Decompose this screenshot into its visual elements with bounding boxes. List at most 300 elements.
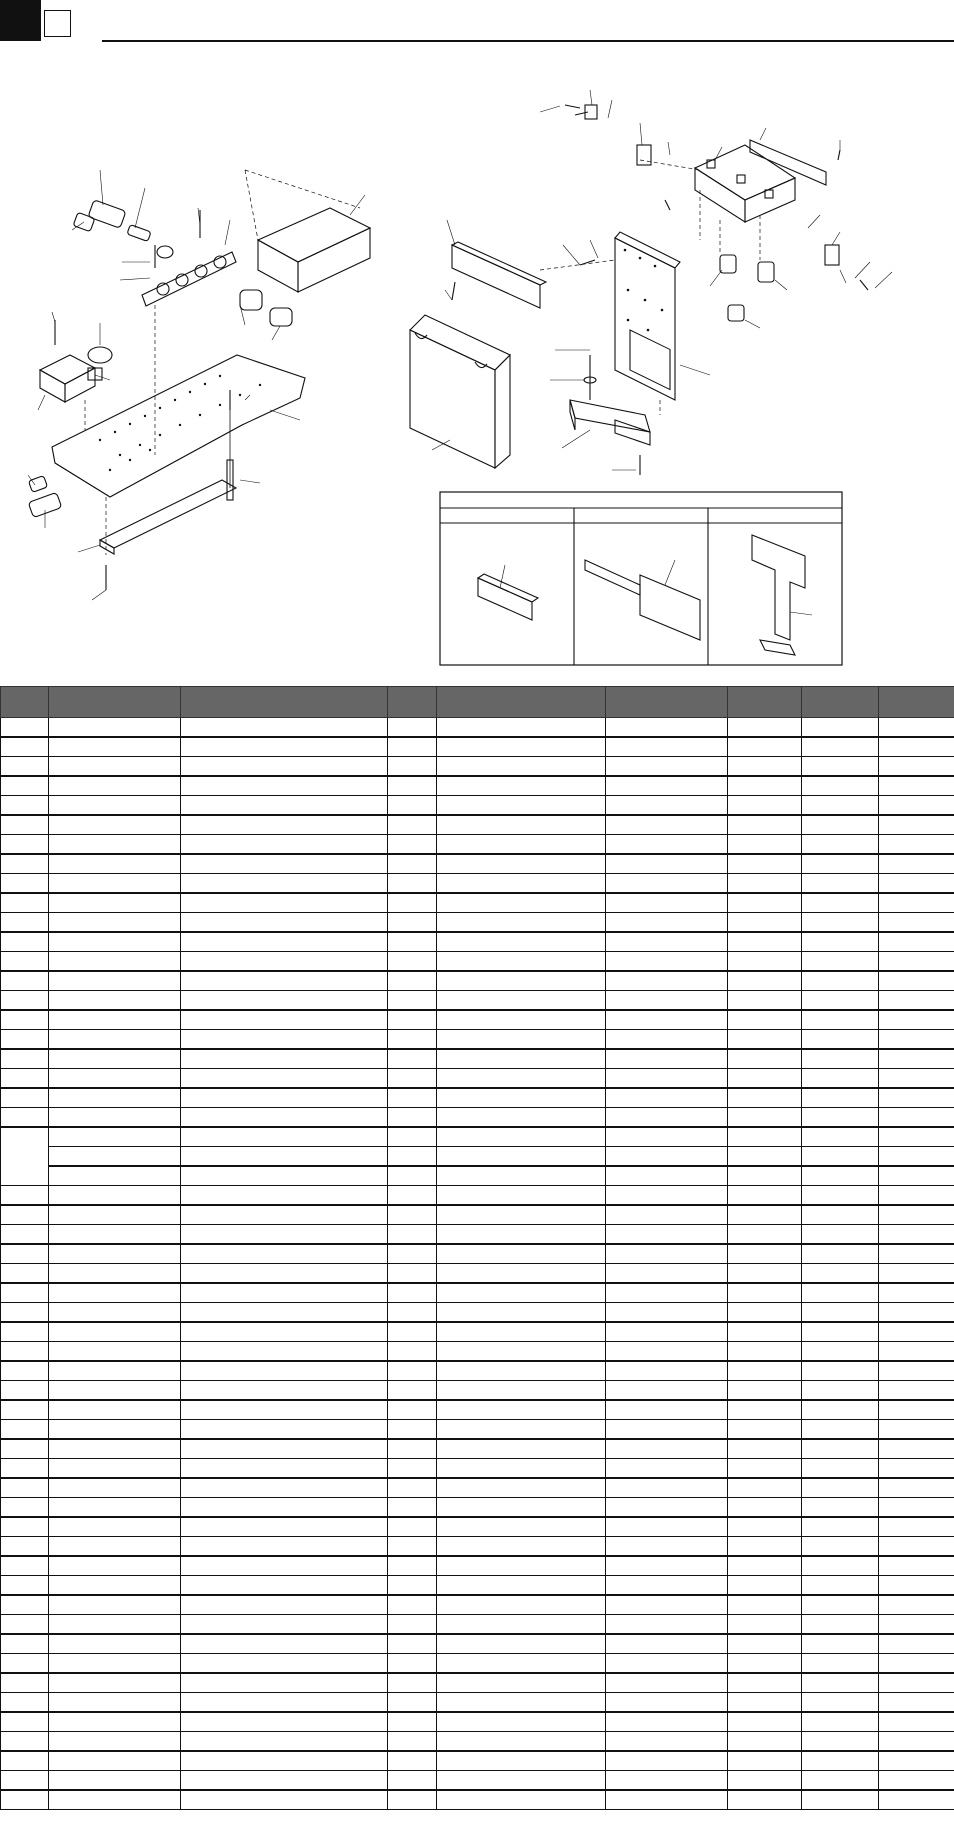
panel-holes bbox=[624, 249, 664, 332]
table-cell bbox=[437, 757, 606, 777]
table-row bbox=[1, 854, 954, 874]
table-cell bbox=[437, 1537, 606, 1557]
table-cell bbox=[49, 1732, 181, 1752]
table-cell bbox=[728, 1771, 802, 1791]
table-cell bbox=[606, 913, 728, 933]
table-cell bbox=[49, 1576, 181, 1596]
table-cell bbox=[437, 1712, 606, 1732]
table-cell bbox=[879, 835, 954, 855]
table-cell bbox=[388, 1108, 437, 1128]
table-cell bbox=[437, 1732, 606, 1752]
table-cell bbox=[879, 1088, 954, 1108]
table-cell bbox=[606, 815, 728, 835]
table-cell bbox=[606, 1049, 728, 1069]
table-cell bbox=[1, 1030, 49, 1050]
table-cell bbox=[802, 1264, 879, 1284]
table-row bbox=[1, 1771, 954, 1791]
table-row bbox=[1, 1400, 954, 1420]
table-cell bbox=[1, 952, 49, 972]
table-cell bbox=[437, 1147, 606, 1167]
table-cell bbox=[49, 1634, 181, 1654]
table-cell bbox=[802, 1517, 879, 1537]
table-cell bbox=[879, 1576, 954, 1596]
fitting-c bbox=[728, 305, 744, 321]
table-row bbox=[1, 971, 954, 991]
table-cell bbox=[879, 1147, 954, 1167]
table-cell bbox=[728, 1751, 802, 1771]
header-cell bbox=[388, 687, 437, 718]
table-cell bbox=[728, 1654, 802, 1674]
table-cell bbox=[181, 952, 388, 972]
table-cell bbox=[388, 952, 437, 972]
table-cell bbox=[49, 1771, 181, 1791]
table-cell bbox=[388, 815, 437, 835]
table-cell bbox=[49, 1264, 181, 1284]
table-cell bbox=[606, 1361, 728, 1381]
table-cell bbox=[437, 1127, 606, 1147]
table-row bbox=[1, 1556, 954, 1576]
table-cell bbox=[49, 1303, 181, 1323]
table-cell bbox=[728, 1478, 802, 1498]
table-cell bbox=[49, 893, 181, 913]
variant-3-bracket bbox=[752, 535, 812, 655]
table-cell bbox=[728, 1498, 802, 1518]
table-cell bbox=[49, 1595, 181, 1615]
table-cell bbox=[879, 1478, 954, 1498]
table-cell bbox=[49, 1361, 181, 1381]
table-cell bbox=[181, 1634, 388, 1654]
right-assembly bbox=[410, 90, 892, 475]
table-cell bbox=[437, 1381, 606, 1401]
table-cell bbox=[606, 1478, 728, 1498]
table-cell bbox=[1, 776, 49, 796]
table-cell bbox=[437, 854, 606, 874]
table-cell bbox=[606, 718, 728, 738]
table-cell bbox=[49, 991, 181, 1011]
table-cell bbox=[49, 1751, 181, 1771]
table-cell bbox=[181, 1693, 388, 1713]
table-cell bbox=[802, 718, 879, 738]
table-cell bbox=[437, 893, 606, 913]
table-cell bbox=[606, 1615, 728, 1635]
cover-box bbox=[258, 208, 370, 292]
table-cell bbox=[388, 1030, 437, 1050]
table-cell bbox=[1, 1751, 49, 1771]
table-cell bbox=[49, 1030, 181, 1050]
table-cell bbox=[437, 1361, 606, 1381]
table-cell bbox=[388, 1420, 437, 1440]
table-cell bbox=[437, 1615, 606, 1635]
table-cell bbox=[879, 1381, 954, 1401]
table-row bbox=[1, 1712, 954, 1732]
table-cell bbox=[49, 1225, 181, 1245]
table-cell bbox=[728, 1634, 802, 1654]
table-cell bbox=[388, 1205, 437, 1225]
table-cell bbox=[728, 1088, 802, 1108]
table-row bbox=[1, 952, 954, 972]
table-cell bbox=[802, 757, 879, 777]
table-cell bbox=[879, 1634, 954, 1654]
manifold-block bbox=[695, 145, 795, 222]
table-cell bbox=[606, 854, 728, 874]
table-cell bbox=[437, 1244, 606, 1264]
table-cell bbox=[728, 1069, 802, 1089]
table-cell bbox=[879, 1225, 954, 1245]
table-cell bbox=[802, 1283, 879, 1303]
table-cell bbox=[388, 737, 437, 757]
table-cell bbox=[388, 1069, 437, 1089]
table-cell bbox=[49, 1439, 181, 1459]
table-cell bbox=[388, 971, 437, 991]
table-cell bbox=[181, 757, 388, 777]
table-cell bbox=[181, 1673, 388, 1693]
table-row bbox=[1, 1478, 954, 1498]
table-cell bbox=[606, 757, 728, 777]
table-row bbox=[1, 815, 954, 835]
table-cell bbox=[802, 1108, 879, 1128]
table-cell bbox=[1, 1673, 49, 1693]
table-cell bbox=[1, 1264, 49, 1284]
table-cell bbox=[437, 1673, 606, 1693]
table-row bbox=[1, 1615, 954, 1635]
table-cell bbox=[728, 1166, 802, 1186]
table-cell bbox=[802, 1322, 879, 1342]
table-cell bbox=[1, 1010, 49, 1030]
table-cell bbox=[879, 1556, 954, 1576]
table-cell bbox=[879, 776, 954, 796]
table-cell bbox=[1, 1420, 49, 1440]
table-cell bbox=[181, 1205, 388, 1225]
table-cell bbox=[1, 718, 49, 738]
table-cell bbox=[606, 1244, 728, 1264]
table-cell bbox=[1, 1322, 49, 1342]
table-cell bbox=[802, 1010, 879, 1030]
table-cell bbox=[728, 718, 802, 738]
table-cell bbox=[728, 874, 802, 894]
table-cell bbox=[388, 1537, 437, 1557]
table-cell bbox=[437, 1283, 606, 1303]
table-row bbox=[1, 1127, 954, 1147]
table-cell bbox=[181, 1537, 388, 1557]
table-cell bbox=[388, 913, 437, 933]
table-row bbox=[1, 1342, 954, 1362]
right-leader-lines bbox=[432, 90, 892, 470]
table-cell bbox=[388, 893, 437, 913]
table-row bbox=[1, 1420, 954, 1440]
table-cell bbox=[879, 1166, 954, 1186]
table-cell bbox=[606, 971, 728, 991]
table-cell bbox=[437, 1166, 606, 1186]
table-cell bbox=[181, 1342, 388, 1362]
table-cell bbox=[49, 952, 181, 972]
table-cell bbox=[1, 1595, 49, 1615]
table-cell bbox=[802, 1420, 879, 1440]
table-row bbox=[1, 796, 954, 816]
table-cell bbox=[1, 1205, 49, 1225]
table-cell bbox=[802, 893, 879, 913]
table-cell bbox=[606, 1264, 728, 1284]
table-cell bbox=[49, 1342, 181, 1362]
table-cell bbox=[181, 718, 388, 738]
table-cell bbox=[181, 1420, 388, 1440]
table-cell bbox=[802, 1069, 879, 1089]
table-row bbox=[1, 1030, 954, 1050]
table-cell bbox=[879, 1010, 954, 1030]
table-cell bbox=[49, 1459, 181, 1479]
table-cell bbox=[728, 1030, 802, 1050]
table-cell bbox=[728, 1283, 802, 1303]
table-cell bbox=[437, 1771, 606, 1791]
table-cell bbox=[802, 1634, 879, 1654]
table-cell bbox=[1, 1498, 49, 1518]
table-cell bbox=[388, 1673, 437, 1693]
table-cell bbox=[879, 1439, 954, 1459]
table-cell bbox=[606, 1556, 728, 1576]
table-cell bbox=[606, 1712, 728, 1732]
table-cell bbox=[388, 1127, 437, 1147]
base-plate bbox=[52, 355, 305, 497]
table-cell bbox=[437, 952, 606, 972]
variants-panel bbox=[440, 492, 842, 665]
table-cell bbox=[1, 971, 49, 991]
table-cell bbox=[802, 1088, 879, 1108]
table-cell bbox=[49, 1517, 181, 1537]
table-cell bbox=[879, 1283, 954, 1303]
table-row bbox=[1, 1381, 954, 1401]
table-cell bbox=[49, 1127, 181, 1147]
table-cell bbox=[728, 1537, 802, 1557]
table-row bbox=[1, 1537, 954, 1557]
table-row bbox=[1, 1322, 954, 1342]
table-cell bbox=[49, 1147, 181, 1167]
table-cell bbox=[802, 913, 879, 933]
table-cell bbox=[181, 1556, 388, 1576]
table-cell bbox=[802, 1303, 879, 1323]
table-cell bbox=[437, 1420, 606, 1440]
table-cell bbox=[728, 737, 802, 757]
table-cell bbox=[181, 776, 388, 796]
table-cell bbox=[181, 737, 388, 757]
table-cell bbox=[606, 1010, 728, 1030]
header-cell bbox=[49, 687, 181, 718]
table-cell bbox=[606, 1498, 728, 1518]
table-cell bbox=[437, 1205, 606, 1225]
table-cell bbox=[181, 835, 388, 855]
table-cell bbox=[879, 1693, 954, 1713]
table-cell bbox=[49, 1400, 181, 1420]
table-cell bbox=[879, 1498, 954, 1518]
table-cell bbox=[728, 1303, 802, 1323]
table-cell bbox=[879, 854, 954, 874]
table-cell bbox=[181, 1244, 388, 1264]
table-cell bbox=[437, 718, 606, 738]
table-row bbox=[1, 1303, 954, 1323]
table-cell bbox=[49, 835, 181, 855]
table-cell bbox=[1, 874, 49, 894]
table-cell bbox=[606, 1693, 728, 1713]
table-cell bbox=[49, 913, 181, 933]
table-cell bbox=[1, 1342, 49, 1362]
table-cell bbox=[49, 796, 181, 816]
table-cell bbox=[879, 932, 954, 952]
table-cell bbox=[879, 1459, 954, 1479]
table-cell bbox=[388, 854, 437, 874]
table-cell bbox=[181, 1225, 388, 1245]
table-cell bbox=[181, 1147, 388, 1167]
table-cell bbox=[1, 835, 49, 855]
table-cell bbox=[802, 1595, 879, 1615]
table-cell bbox=[1, 1634, 49, 1654]
table-row bbox=[1, 1283, 954, 1303]
table-cell bbox=[606, 1147, 728, 1167]
table-cell bbox=[802, 1049, 879, 1069]
table-row bbox=[1, 1498, 954, 1518]
header-cell bbox=[879, 687, 954, 718]
table-cell bbox=[181, 1069, 388, 1089]
table-cell bbox=[728, 1244, 802, 1264]
table-cell bbox=[181, 1498, 388, 1518]
table-cell bbox=[606, 932, 728, 952]
table-cell bbox=[606, 1732, 728, 1752]
table-cell bbox=[49, 1556, 181, 1576]
table-cell bbox=[879, 1595, 954, 1615]
table-cell bbox=[879, 1322, 954, 1342]
table-cell bbox=[728, 1108, 802, 1128]
table-row bbox=[1, 1186, 954, 1206]
table-cell bbox=[802, 1654, 879, 1674]
table-cell bbox=[802, 1166, 879, 1186]
table-cell bbox=[181, 1127, 388, 1147]
table-cell bbox=[728, 854, 802, 874]
table-row bbox=[1, 737, 954, 757]
table-cell bbox=[49, 718, 181, 738]
table-cell bbox=[49, 1420, 181, 1440]
table-cell bbox=[606, 1303, 728, 1323]
table-cell bbox=[728, 835, 802, 855]
table-cell bbox=[49, 1790, 181, 1810]
table-cell bbox=[606, 1069, 728, 1089]
table-cell bbox=[181, 932, 388, 952]
table-cell bbox=[879, 737, 954, 757]
table-cell bbox=[802, 952, 879, 972]
mount-plate-1 bbox=[637, 145, 651, 165]
table-cell bbox=[802, 991, 879, 1011]
table-cell bbox=[388, 1049, 437, 1069]
table-cell bbox=[181, 874, 388, 894]
table-cell bbox=[49, 1478, 181, 1498]
table-cell bbox=[606, 796, 728, 816]
table-cell bbox=[802, 737, 879, 757]
table-row bbox=[1, 1732, 954, 1752]
table-cell bbox=[1, 1478, 49, 1498]
table-cell bbox=[437, 776, 606, 796]
table-cell bbox=[181, 1654, 388, 1674]
table-cell bbox=[728, 913, 802, 933]
table-cell bbox=[388, 1010, 437, 1030]
table-cell bbox=[802, 1459, 879, 1479]
table-cell bbox=[1, 1381, 49, 1401]
table-cell bbox=[437, 991, 606, 1011]
table-cell bbox=[1, 1088, 49, 1108]
table-cell bbox=[388, 1634, 437, 1654]
parts-list-table bbox=[0, 686, 954, 1810]
table-cell bbox=[879, 874, 954, 894]
table-cell bbox=[388, 718, 437, 738]
table-cell bbox=[1, 1244, 49, 1264]
table-cell bbox=[388, 776, 437, 796]
table-cell bbox=[1, 913, 49, 933]
table-cell bbox=[879, 1264, 954, 1284]
table-cell bbox=[802, 1673, 879, 1693]
variant-2-bracket bbox=[585, 560, 700, 640]
table-cell bbox=[728, 1205, 802, 1225]
table-cell bbox=[606, 1400, 728, 1420]
table-cell bbox=[606, 1381, 728, 1401]
table-cell bbox=[606, 1420, 728, 1440]
table-cell bbox=[181, 1361, 388, 1381]
table-cell bbox=[1, 1556, 49, 1576]
table-cell bbox=[1, 1537, 49, 1557]
table-cell bbox=[181, 1595, 388, 1615]
table-cell bbox=[606, 893, 728, 913]
table-cell bbox=[728, 1361, 802, 1381]
table-cell bbox=[802, 1478, 879, 1498]
table-row bbox=[1, 1088, 954, 1108]
table-cell bbox=[181, 1322, 388, 1342]
table-cell bbox=[606, 1673, 728, 1693]
table-row bbox=[1, 1225, 954, 1245]
table-cell bbox=[728, 1322, 802, 1342]
table-cell bbox=[437, 835, 606, 855]
table-cell bbox=[49, 1069, 181, 1089]
table-cell bbox=[181, 1381, 388, 1401]
table-cell bbox=[879, 1517, 954, 1537]
table-cell bbox=[802, 1693, 879, 1713]
table-cell bbox=[437, 1595, 606, 1615]
table-cell bbox=[181, 1088, 388, 1108]
table-row bbox=[1, 1205, 954, 1225]
table-cell bbox=[181, 1712, 388, 1732]
table-cell bbox=[802, 1400, 879, 1420]
table-cell bbox=[181, 796, 388, 816]
table-row bbox=[1, 1595, 954, 1615]
table-cell bbox=[49, 1615, 181, 1635]
table-cell bbox=[181, 1459, 388, 1479]
table-cell bbox=[802, 1615, 879, 1635]
table-cell bbox=[437, 737, 606, 757]
table-cell bbox=[879, 1790, 954, 1810]
table-cell bbox=[879, 1673, 954, 1693]
table-cell bbox=[437, 1459, 606, 1479]
table-cell bbox=[437, 1654, 606, 1674]
table-cell bbox=[1, 893, 49, 913]
table-cell bbox=[1, 1459, 49, 1479]
table-cell bbox=[1, 1049, 49, 1069]
table-cell bbox=[879, 1049, 954, 1069]
table-cell bbox=[181, 1400, 388, 1420]
table-cell bbox=[49, 1186, 181, 1206]
leader-lines bbox=[28, 170, 365, 600]
table-cell bbox=[388, 1771, 437, 1791]
table-cell bbox=[728, 1790, 802, 1810]
table-cell bbox=[49, 1381, 181, 1401]
header-cell bbox=[181, 687, 388, 718]
table-cell bbox=[802, 1751, 879, 1771]
table-cell bbox=[728, 1264, 802, 1284]
table-cell bbox=[388, 1654, 437, 1674]
table-cell bbox=[802, 1537, 879, 1557]
table-cell bbox=[728, 1615, 802, 1635]
